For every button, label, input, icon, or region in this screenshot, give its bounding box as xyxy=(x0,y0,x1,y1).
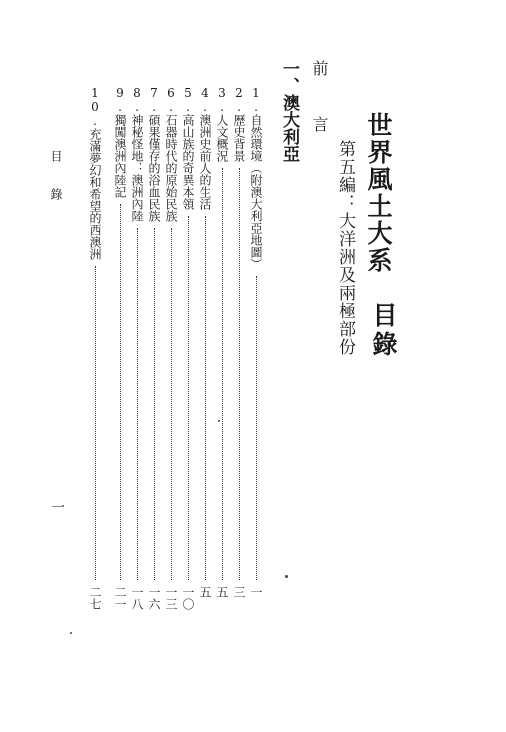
toc-entry-page: 三 xyxy=(232,586,246,598)
toc-entry-title: 4.澳洲史前人的生活 xyxy=(198,86,212,210)
toc-leader-dots xyxy=(239,168,240,580)
toc-entry-title: 10.充滿夢幻和希望的西澳洲 xyxy=(88,86,102,260)
preface-heading: 前言 xyxy=(310,60,329,172)
toc-leader-dots xyxy=(95,266,96,580)
volume-heading: 第五編：大洋洲及兩極部份 xyxy=(335,140,355,356)
toc-entry-title: 1.自然環境（附澳大利亞地圖） xyxy=(249,86,263,270)
toc-leader-dots xyxy=(154,228,155,580)
scan-speck xyxy=(285,575,288,578)
toc-entry-title: 5.高山族的奇異本領 xyxy=(181,86,195,210)
toc-leader-dots xyxy=(205,216,206,580)
toc-entry-page: 一八 xyxy=(130,586,144,610)
running-header: 目錄 xyxy=(49,150,63,226)
toc-entry-page: 五 xyxy=(215,586,229,598)
toc-entry-page: 二一 xyxy=(113,586,127,610)
toc-entry-title: 2.歷史背景 xyxy=(232,86,246,162)
toc-leader-dots xyxy=(171,228,172,580)
toc-leader-dots xyxy=(188,216,189,580)
scan-speck xyxy=(70,632,72,634)
book-title: 世界風土大系 xyxy=(364,112,393,274)
toc-entry-page: 一三 xyxy=(164,586,178,610)
toc-entry-title: 7.碩果僅存的浴血民族 xyxy=(147,86,161,222)
toc-entry-title: 9.獨闖澳洲內陸記 xyxy=(113,86,127,198)
toc-entry-page: 一〇 xyxy=(181,586,195,610)
toc-leader-dots xyxy=(256,276,257,580)
toc-leader-dots xyxy=(137,228,138,580)
toc-leader-dots xyxy=(120,204,121,580)
toc-entry-page: 一六 xyxy=(147,586,161,610)
contents-heading: 目錄 xyxy=(369,302,398,360)
toc-entry-title: 6.石器時代的原始民族 xyxy=(164,86,178,222)
toc-entry-page: 五 xyxy=(198,586,212,598)
toc-entry-title: 3.人文概況 xyxy=(215,86,229,162)
toc-entry-page: 一 xyxy=(249,586,263,598)
toc-entry-title: 8.神秘怪地：澳洲內陸 xyxy=(130,86,144,222)
scan-speck xyxy=(218,420,220,422)
toc-leader-dots xyxy=(222,168,223,580)
chapter-heading: 一、澳大利亞 xyxy=(279,60,299,162)
toc-entry-page: 二七 xyxy=(88,586,102,610)
page-number: 一 xyxy=(49,500,65,514)
